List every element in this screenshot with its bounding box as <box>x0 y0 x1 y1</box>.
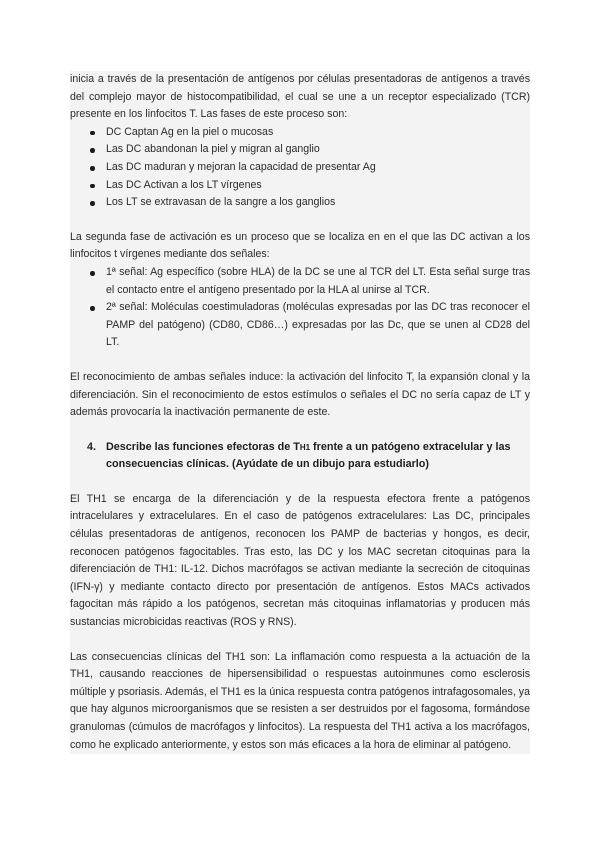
th1-consequences-paragraph: Las consecuencias clínicas del TH1 son: La inflamación como respuesta a la actuación de la TH1, causando reacciones de hipersensibilidad o respuestas autoinmunes como esclerosis múltiple y psoriasis. Además, el TH1 es la única respuesta contra patógenos intrafagosomales, ya que hay algunos microorganismos que se resisten a ser destruidos por el fagosoma, formándose granulomas (cúmulos de macrófagos y linfocitos). La respuesta del TH1 activa a los macrófagos, como he explicado anteriormente, y estos son más eficaces a la hora de eliminar al patógeno. <box>70 650 530 751</box>
phases-list <box>70 124 530 212</box>
activation-paragraph: La segunda fase de activación es un proceso que se localiza en en el que las DC activan a los linfocitos t vírgenes mediante dos señales: <box>70 230 530 261</box>
document-body <box>70 71 530 754</box>
section-heading <box>70 439 530 474</box>
list-item: Las DC Activan a los LT vírgenes <box>70 177 530 195</box>
signals-list <box>70 264 530 352</box>
list-item: Las DC maduran y mejoran la capacidad de presentar Ag <box>70 159 530 177</box>
activation-conclusion: El reconocimiento de ambas señales induce: la activación del linfocito T, la expansión clonal y la diferenciación. Sin el reconocimiento de estos estímulos o señales el DC no sería capaz de LT y además provocaría la inactivación permanente de este. <box>70 370 530 419</box>
list-item: 1ª señal: Ag específico (sobre HLA) de la DC se une al TCR del LT. Esta señal surge tras el contacto entre el antígeno presentado por la HLA al unirse al TCR. <box>70 264 530 299</box>
section-title: Describe las funciones efectoras de TH1 frente a un patógeno extracelular y las consecuencias clínicas. (Ayúdate de un dibujo para estudiarlo) <box>106 440 511 471</box>
list-item: DC Captan Ag en la piel o mucosas <box>70 124 530 142</box>
list-item: 2ª señal: Moléculas coestimuladoras (moléculas expresadas por las DC tras reconocer el PAMP del patógeno) (CD80, CD86…) expresadas por las Dc, que se unen al CD28 del LT. <box>70 299 530 352</box>
list-item: Las DC abandonan la piel y migran al ganglio <box>70 141 530 159</box>
th1-functions-paragraph: El TH1 se encarga de la diferenciación y de la respuesta efectora frente a patógenos intracelulares y extracelulares. En el caso de patógenos extracelulares: Las DC, principales células presentadoras de antígenos, reconocen los PAMP de bacterias y hongos, es decir, reconocen patógenos fagocitables. Tras esto, las DC y los MAC secretan citoquinas para la diferenciación de TH1: IL-12. Dichos macrófagos se activan mediante la secreción de citoquinas (IFN-γ) y mediante contacto directo por presentación de antígenos. Estos MACs activados fagocitan más rápido a los patógenos, secretan más citoquinas inflamatorias y producen más sustancias microbicidas reactivas (ROS y RNS). <box>70 492 530 629</box>
section-number: 4. <box>86 440 96 453</box>
list-item: Los LT se extravasan de la sangre a los ganglios <box>70 194 530 212</box>
intro-paragraph: inicia a través de la presentación de antígenos por células presentadoras de antígenos a través del complejo mayor de histocompatibilidad, el cual se une a un receptor especializado (TCR) presente en los linfocitos T. Las fases de este proceso son: <box>70 73 530 121</box>
